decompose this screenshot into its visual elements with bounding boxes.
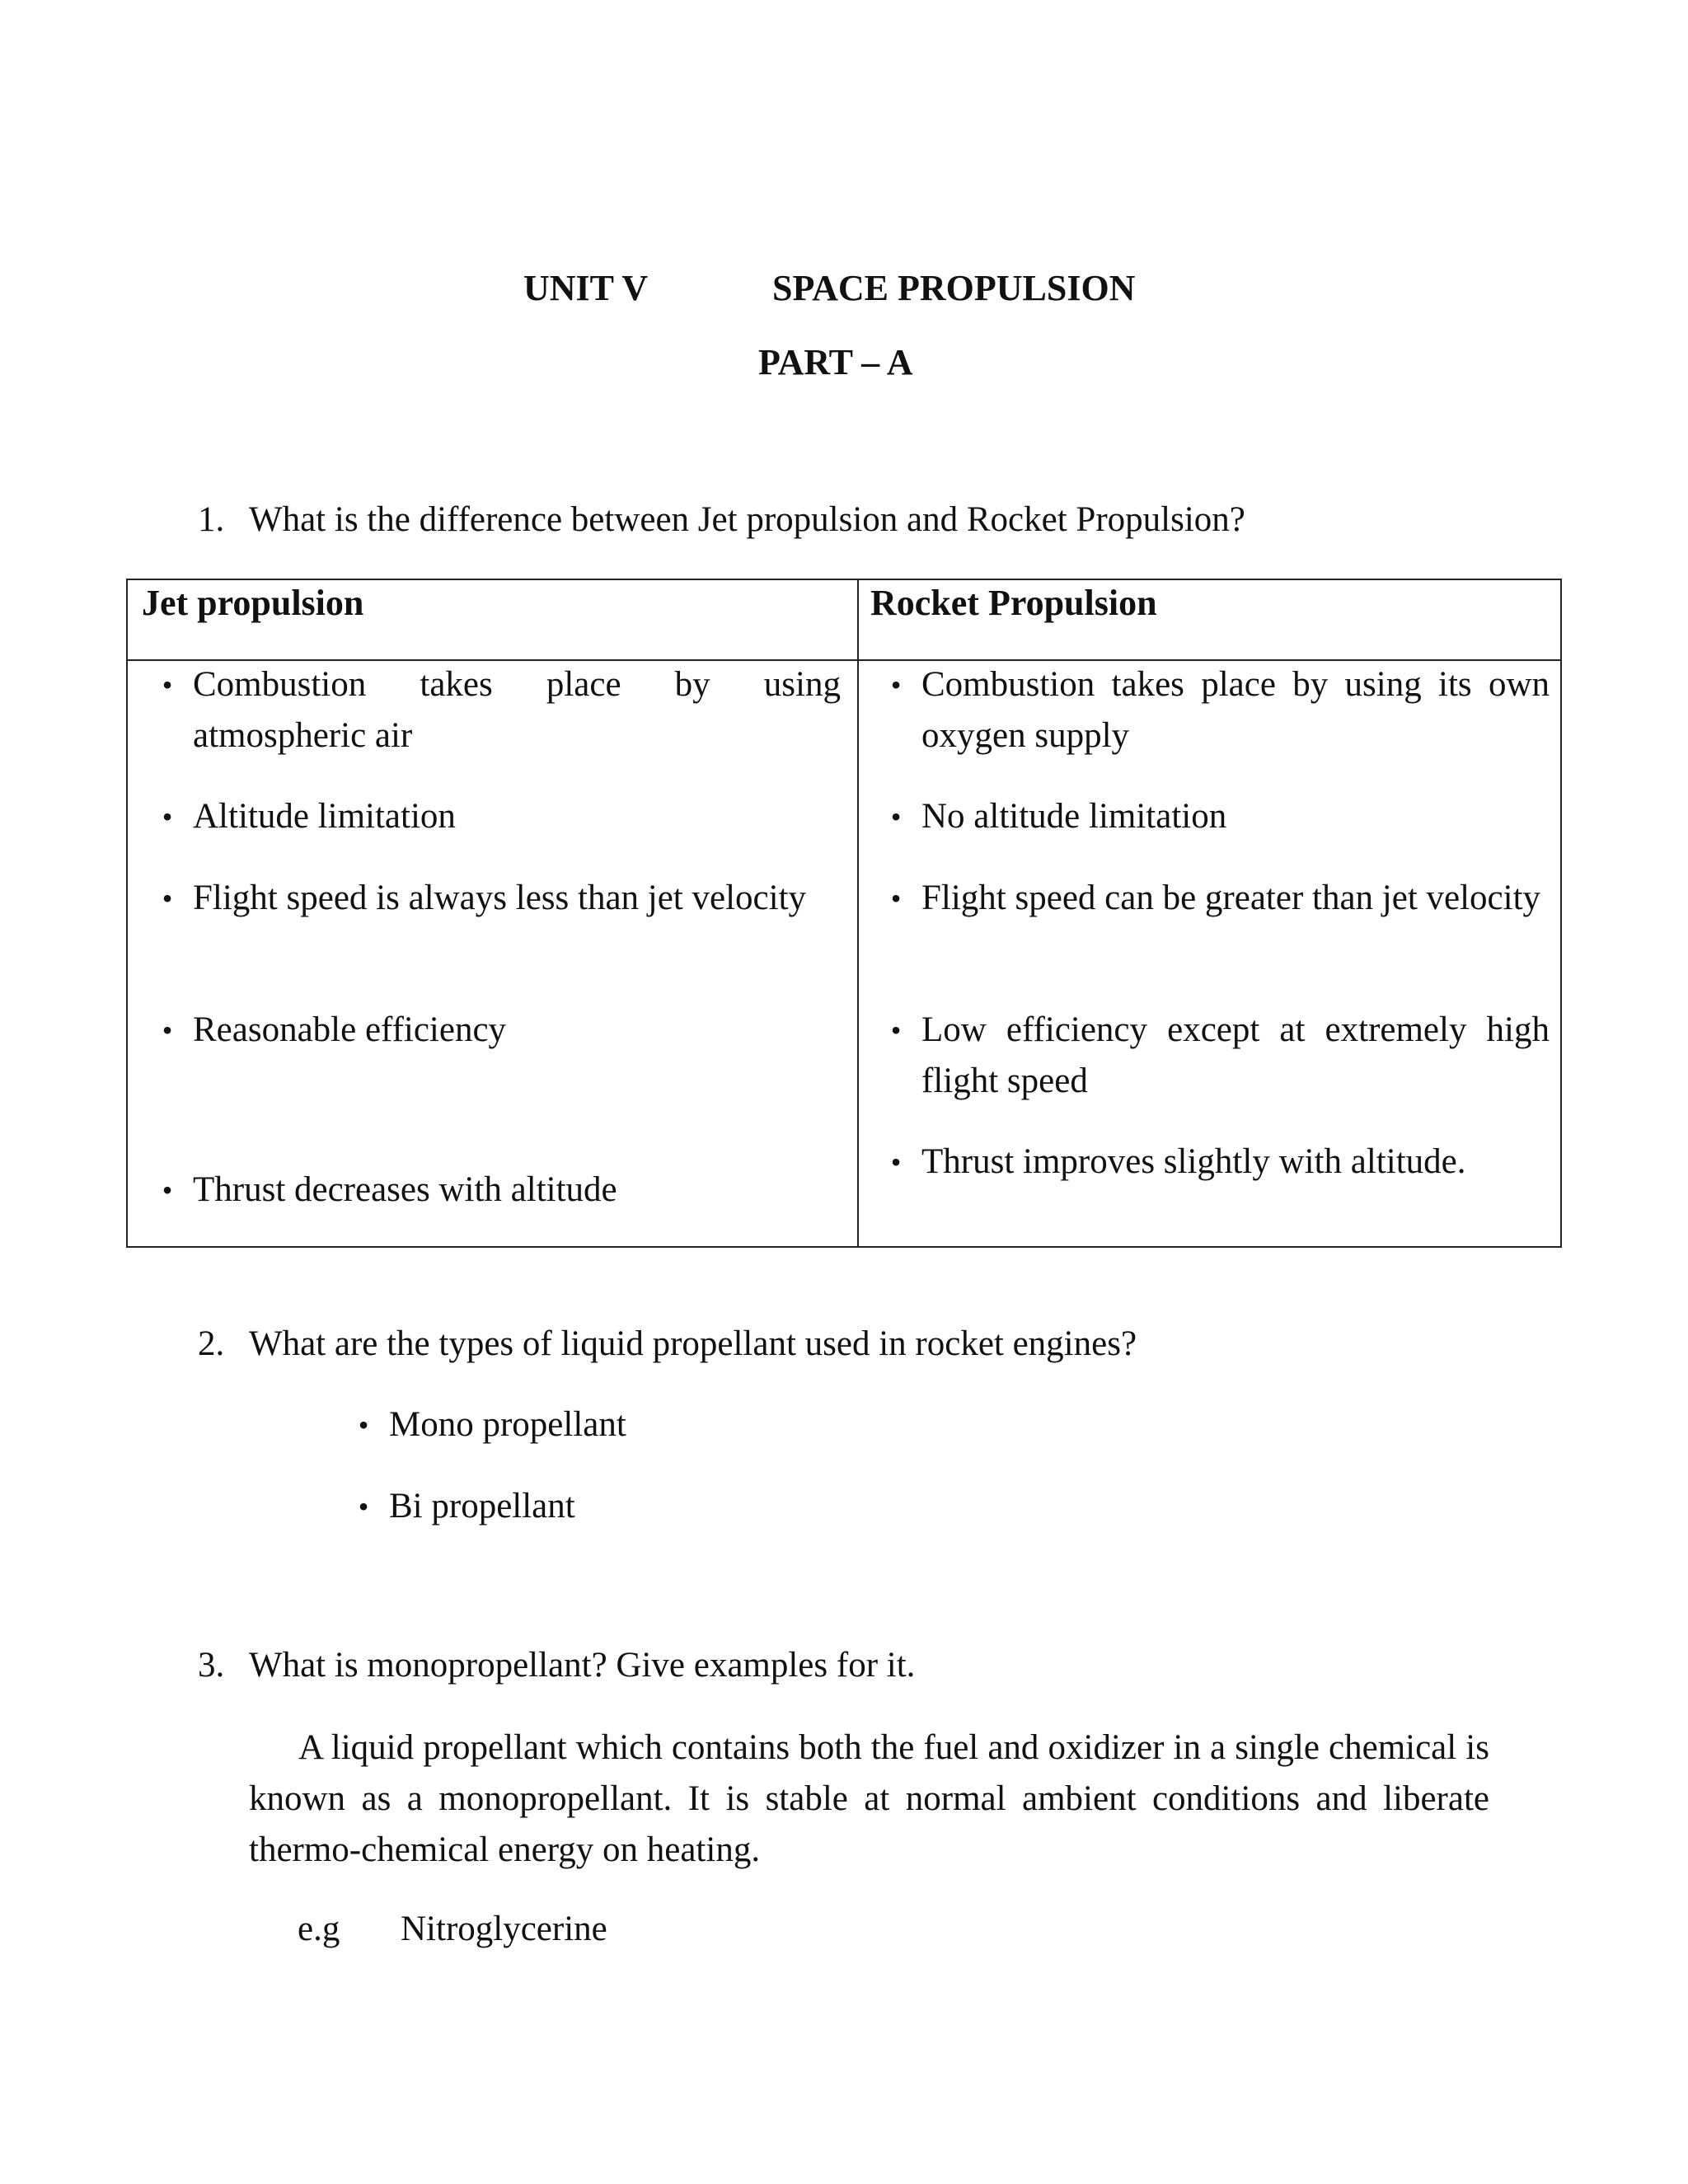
bullet-icon: • (890, 668, 902, 701)
list-item-text: Thrust improves slightly with altitude. (921, 1142, 1466, 1181)
bullet-icon: • (890, 882, 902, 915)
bullet-icon: • (162, 882, 173, 915)
bullet-icon: • (162, 800, 173, 833)
answer-paragraph: A liquid propellant which contains both the fuel and oxidizer in a single chemical is known as a monopropellant. It is stable at normal ambient conditions and liberate thermo-chemical energy on heating. (249, 1728, 1489, 1869)
unit-title: SPACE PROPULSION (772, 268, 1136, 308)
unit-heading (0, 262, 1688, 312)
unit-label: UNIT V (523, 268, 649, 308)
bullet-icon: • (358, 1408, 369, 1441)
list-item (338, 1399, 997, 1451)
question-3 (198, 1640, 1434, 1691)
question-number: 2. (198, 1324, 225, 1363)
question-1 (198, 494, 1434, 546)
bullet-icon: • (358, 1490, 369, 1523)
list-item-text: Flight speed is always less than jet velocity (193, 879, 807, 917)
example-label: e.g (298, 1910, 340, 1948)
part-heading: PART – A (758, 342, 913, 382)
list-item-text: Reasonable efficiency (193, 1010, 507, 1049)
list-item-text: Combustion takes place by using atmospheric air (193, 665, 841, 755)
list-item-text: Low efficiency except at extremely high flight speed (921, 1010, 1550, 1100)
list-item (338, 1481, 997, 1532)
question-text: What are the types of liquid propellant used in rocket engines? (249, 1324, 1137, 1363)
column-divider (857, 580, 859, 1246)
bullet-icon: • (890, 800, 902, 833)
rocket-list (870, 580, 1550, 1246)
question-2 (198, 1319, 1434, 1370)
list-item-text: Combustion takes place by using its own oxygen supply (921, 665, 1550, 755)
list-item-text: Thrust decreases with altitude (193, 1170, 617, 1209)
list-item-text: Bi propellant (389, 1487, 575, 1526)
list-item-text: No altitude limitation (921, 797, 1227, 836)
list-item-text: Flight speed can be greater than jet velocity (921, 879, 1541, 917)
bullet-icon: • (162, 1174, 173, 1207)
table-header-jet: Jet propulsion (142, 583, 364, 623)
list-item-text: Altitude limitation (193, 797, 456, 836)
example-value: Nitroglycerine (401, 1910, 607, 1948)
question-number: 3. (198, 1646, 225, 1685)
table-header-rocket: Rocket Propulsion (870, 583, 1157, 623)
question-text: What is monopropellant? Give examples for it. (249, 1646, 916, 1685)
bullet-icon: • (890, 1146, 902, 1179)
comparison-table (126, 579, 1562, 1248)
question-text: What is the difference between Jet propulsion and Rocket Propulsion? (249, 500, 1245, 539)
question-number: 1. (198, 500, 225, 539)
list-item-text: Mono propellant (389, 1405, 626, 1444)
bullet-icon: • (162, 1014, 173, 1047)
bullet-icon: • (162, 668, 173, 701)
jet-list (142, 580, 841, 1246)
bullet-icon: • (890, 1014, 902, 1047)
